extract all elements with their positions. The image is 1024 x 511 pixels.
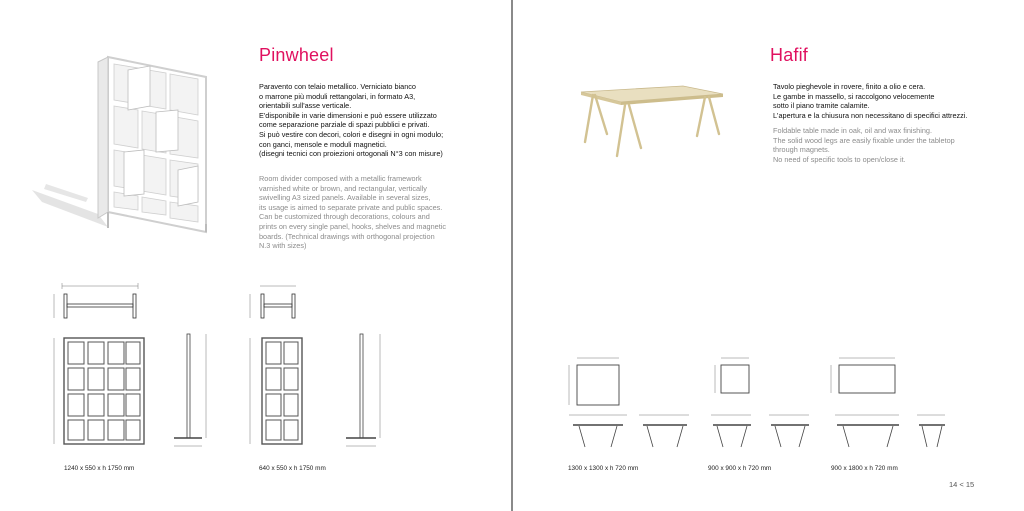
pinwheel-description-it: Paravento con telaio metallico. Verniciato bianco o marrone più moduli rettangolari, in formato A3, orientabili sull'asse verticale. E'disponibile in varie dimensioni e può essere utilizzato come separazione parziale di spazi pubblici e privati. Si può vestire con decori, colori e disegni in ogni modulo; con ganci, mensole e moduli magnetici. (disegni tecnici con proiezioni ortogonali N°3 con misure) bbox=[259, 82, 444, 159]
pinwheel-description-en: Room divider composed with a metallic framework varnished white or brown, and rectangular, vertically swivelling A3 sized panels. Available in several sizes, its usage is aimed to separate private and public spaces. Can be customized through decorations, colours and prints on every single panel, hooks, shelves and magnetic boards. (Technical drawings with orthogonal projection N.3 with sizes) bbox=[259, 174, 446, 251]
pinwheel-title: Pinwheel bbox=[259, 45, 334, 65]
pinwheel-large-dimensions: 1240 x 550 x h 1750 mm bbox=[64, 465, 135, 472]
pinwheel-large-side-view-drawing bbox=[170, 326, 220, 454]
page-number: 14 < 15 bbox=[949, 480, 975, 489]
pinwheel-small-front-view-drawing bbox=[244, 332, 314, 454]
pinwheel-small-top-view-drawing bbox=[244, 282, 304, 322]
hafif-1800-dimensions: 900 x 1800 x h 720 mm bbox=[831, 465, 898, 472]
pinwheel-large-front-view-drawing bbox=[50, 332, 160, 454]
pinwheel-small-side-view-drawing bbox=[340, 326, 390, 454]
hafif-900-dimensions: 900 x 900 x h 720 mm bbox=[708, 465, 772, 472]
hafif-product-image bbox=[573, 72, 753, 162]
hafif-1300-dimensions: 1300 x 1300 x h 720 mm bbox=[568, 465, 639, 472]
hafif-title: Hafif bbox=[770, 45, 809, 65]
right-page bbox=[513, 0, 1024, 511]
hafif-description-en: Foldable table made in oak, oil and wax finishing. The solid wood legs are easily fixable under the tabletop through magnets. No need of specific tools to open/close it. bbox=[773, 126, 955, 164]
pinwheel-product-image bbox=[28, 52, 228, 237]
hafif-1800-drawings bbox=[823, 355, 963, 455]
left-page bbox=[0, 0, 511, 511]
hafif-900-drawings bbox=[703, 355, 823, 455]
hafif-1300-drawings bbox=[563, 355, 713, 455]
pinwheel-large-top-view-drawing bbox=[50, 282, 150, 322]
hafif-description-it: Tavolo pieghevole in rovere, finito a olio e cera. Le gambe in massello, si raccolgono velocemente sotto il piano tramite calamite. L'apertura e la chiusura non necessitano di specifici attrezzi. bbox=[773, 82, 968, 120]
pinwheel-small-dimensions: 640 x 550 x h 1750 mm bbox=[259, 465, 326, 472]
